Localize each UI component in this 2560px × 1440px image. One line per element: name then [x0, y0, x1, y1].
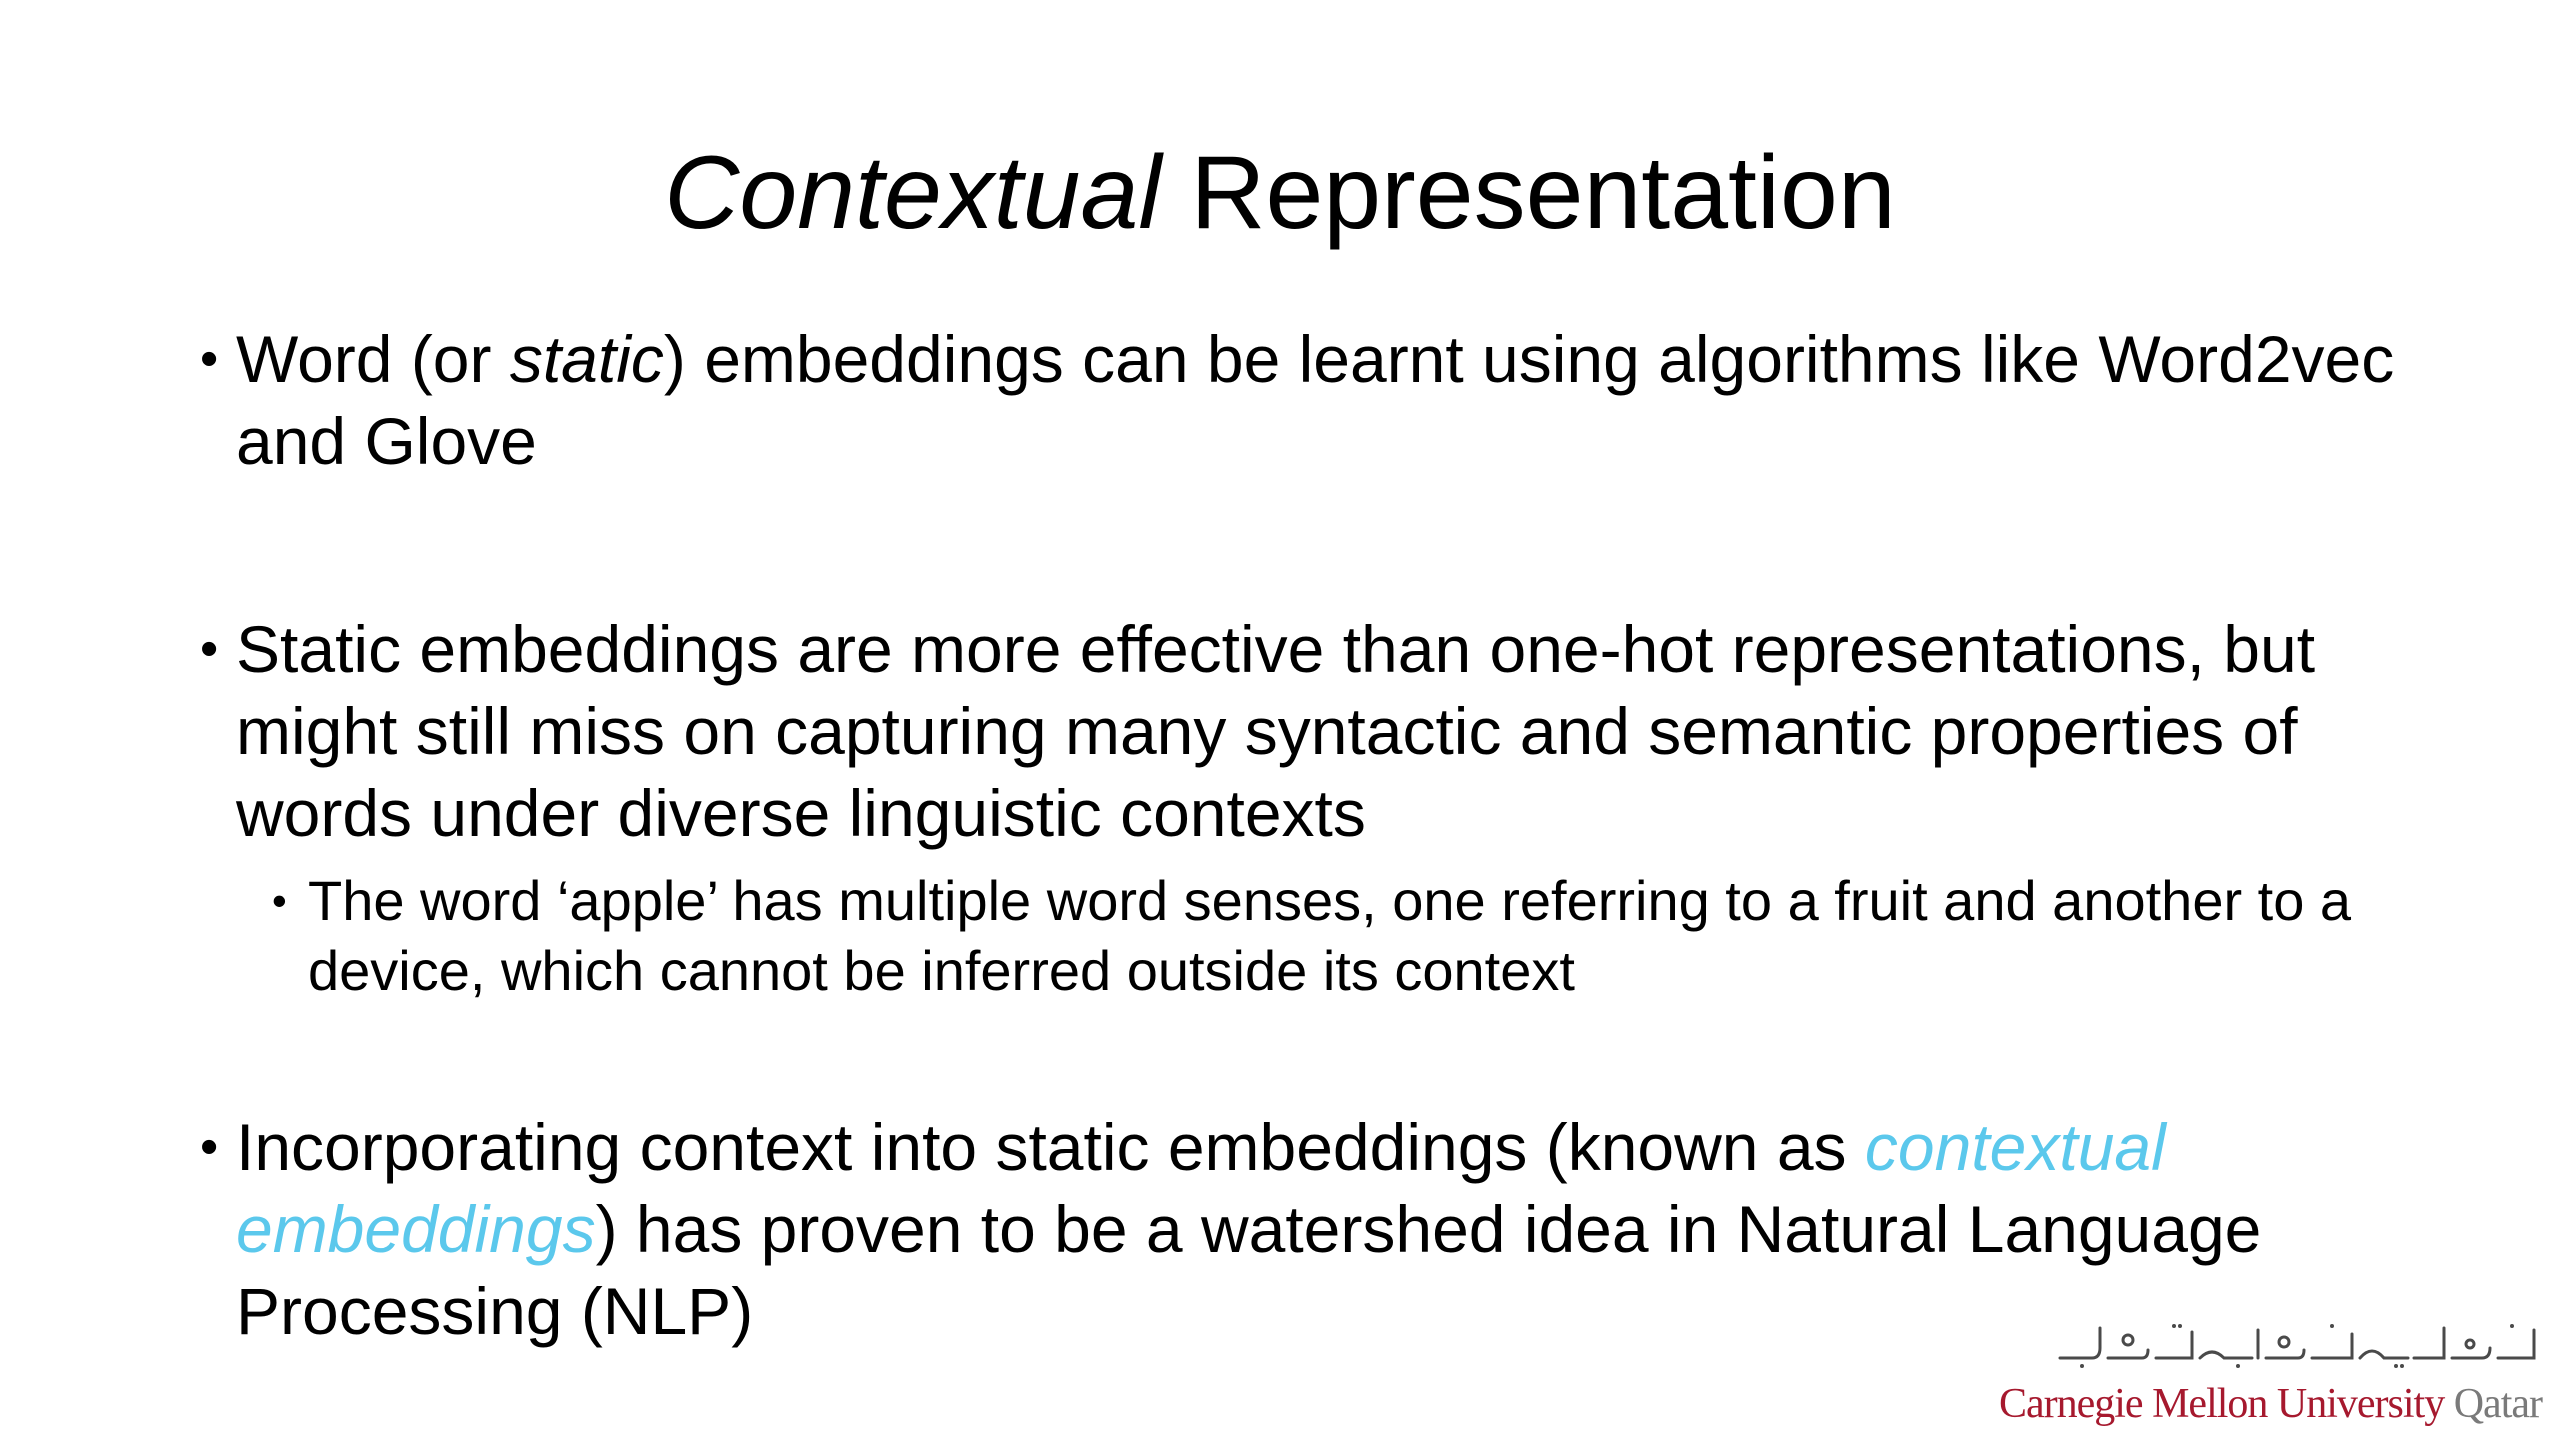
title-rest: Representation [1161, 135, 1896, 251]
slide-title [0, 128, 2560, 258]
bullet-3-text-before: Incorporating context into static embeddings (known as [236, 1110, 1865, 1184]
arabic-logotype [2052, 1318, 2542, 1370]
sub-bullet-dot: • [272, 877, 287, 924]
contextual-embeddings-highlight: contextual embeddings [236, 1110, 2166, 1266]
bullet-dot: • [200, 1118, 219, 1176]
bullet-dot: • [200, 620, 219, 678]
bullet-3-text [200, 1106, 2400, 1352]
logo-qatar-text: Qatar [2444, 1381, 2542, 1427]
cmu-qatar-logo [1998, 1318, 2542, 1428]
bullet-1-text-before: Word (or [236, 322, 510, 396]
logo-wordmark [1999, 1380, 2542, 1428]
bullet-1-text-italic: static [509, 322, 664, 396]
bullet-1 [200, 318, 2400, 482]
sub-bullet-1-text: The word ‘apple’ has multiple word senses, one referring to a fruit and another to a device, which cannot be inferred outside its context [308, 869, 2352, 1002]
bullet-1-text [200, 318, 2400, 482]
bullet-2 [200, 608, 2400, 854]
bullet-dot: • [200, 330, 219, 388]
sub-bullet-1 [272, 866, 2432, 1006]
bullet-2-text: Static embeddings are more effective than one-hot representations, but might still miss on capturing many syntactic and semantic properties of words under diverse linguistic contexts [236, 612, 2316, 850]
bullet-3 [200, 1106, 2400, 1352]
title-italic-word: Contextual [664, 135, 1162, 251]
bullet-1-text-after: ) embeddings can be learnt using algorithms like Word2vec and Glove [236, 322, 2395, 478]
bullet-3-text-after: ) has proven to be a watershed idea in Natural Language Processing (NLP) [236, 1192, 2262, 1348]
logo-cmu-text: Carnegie Mellon University [1998, 1381, 2445, 1427]
